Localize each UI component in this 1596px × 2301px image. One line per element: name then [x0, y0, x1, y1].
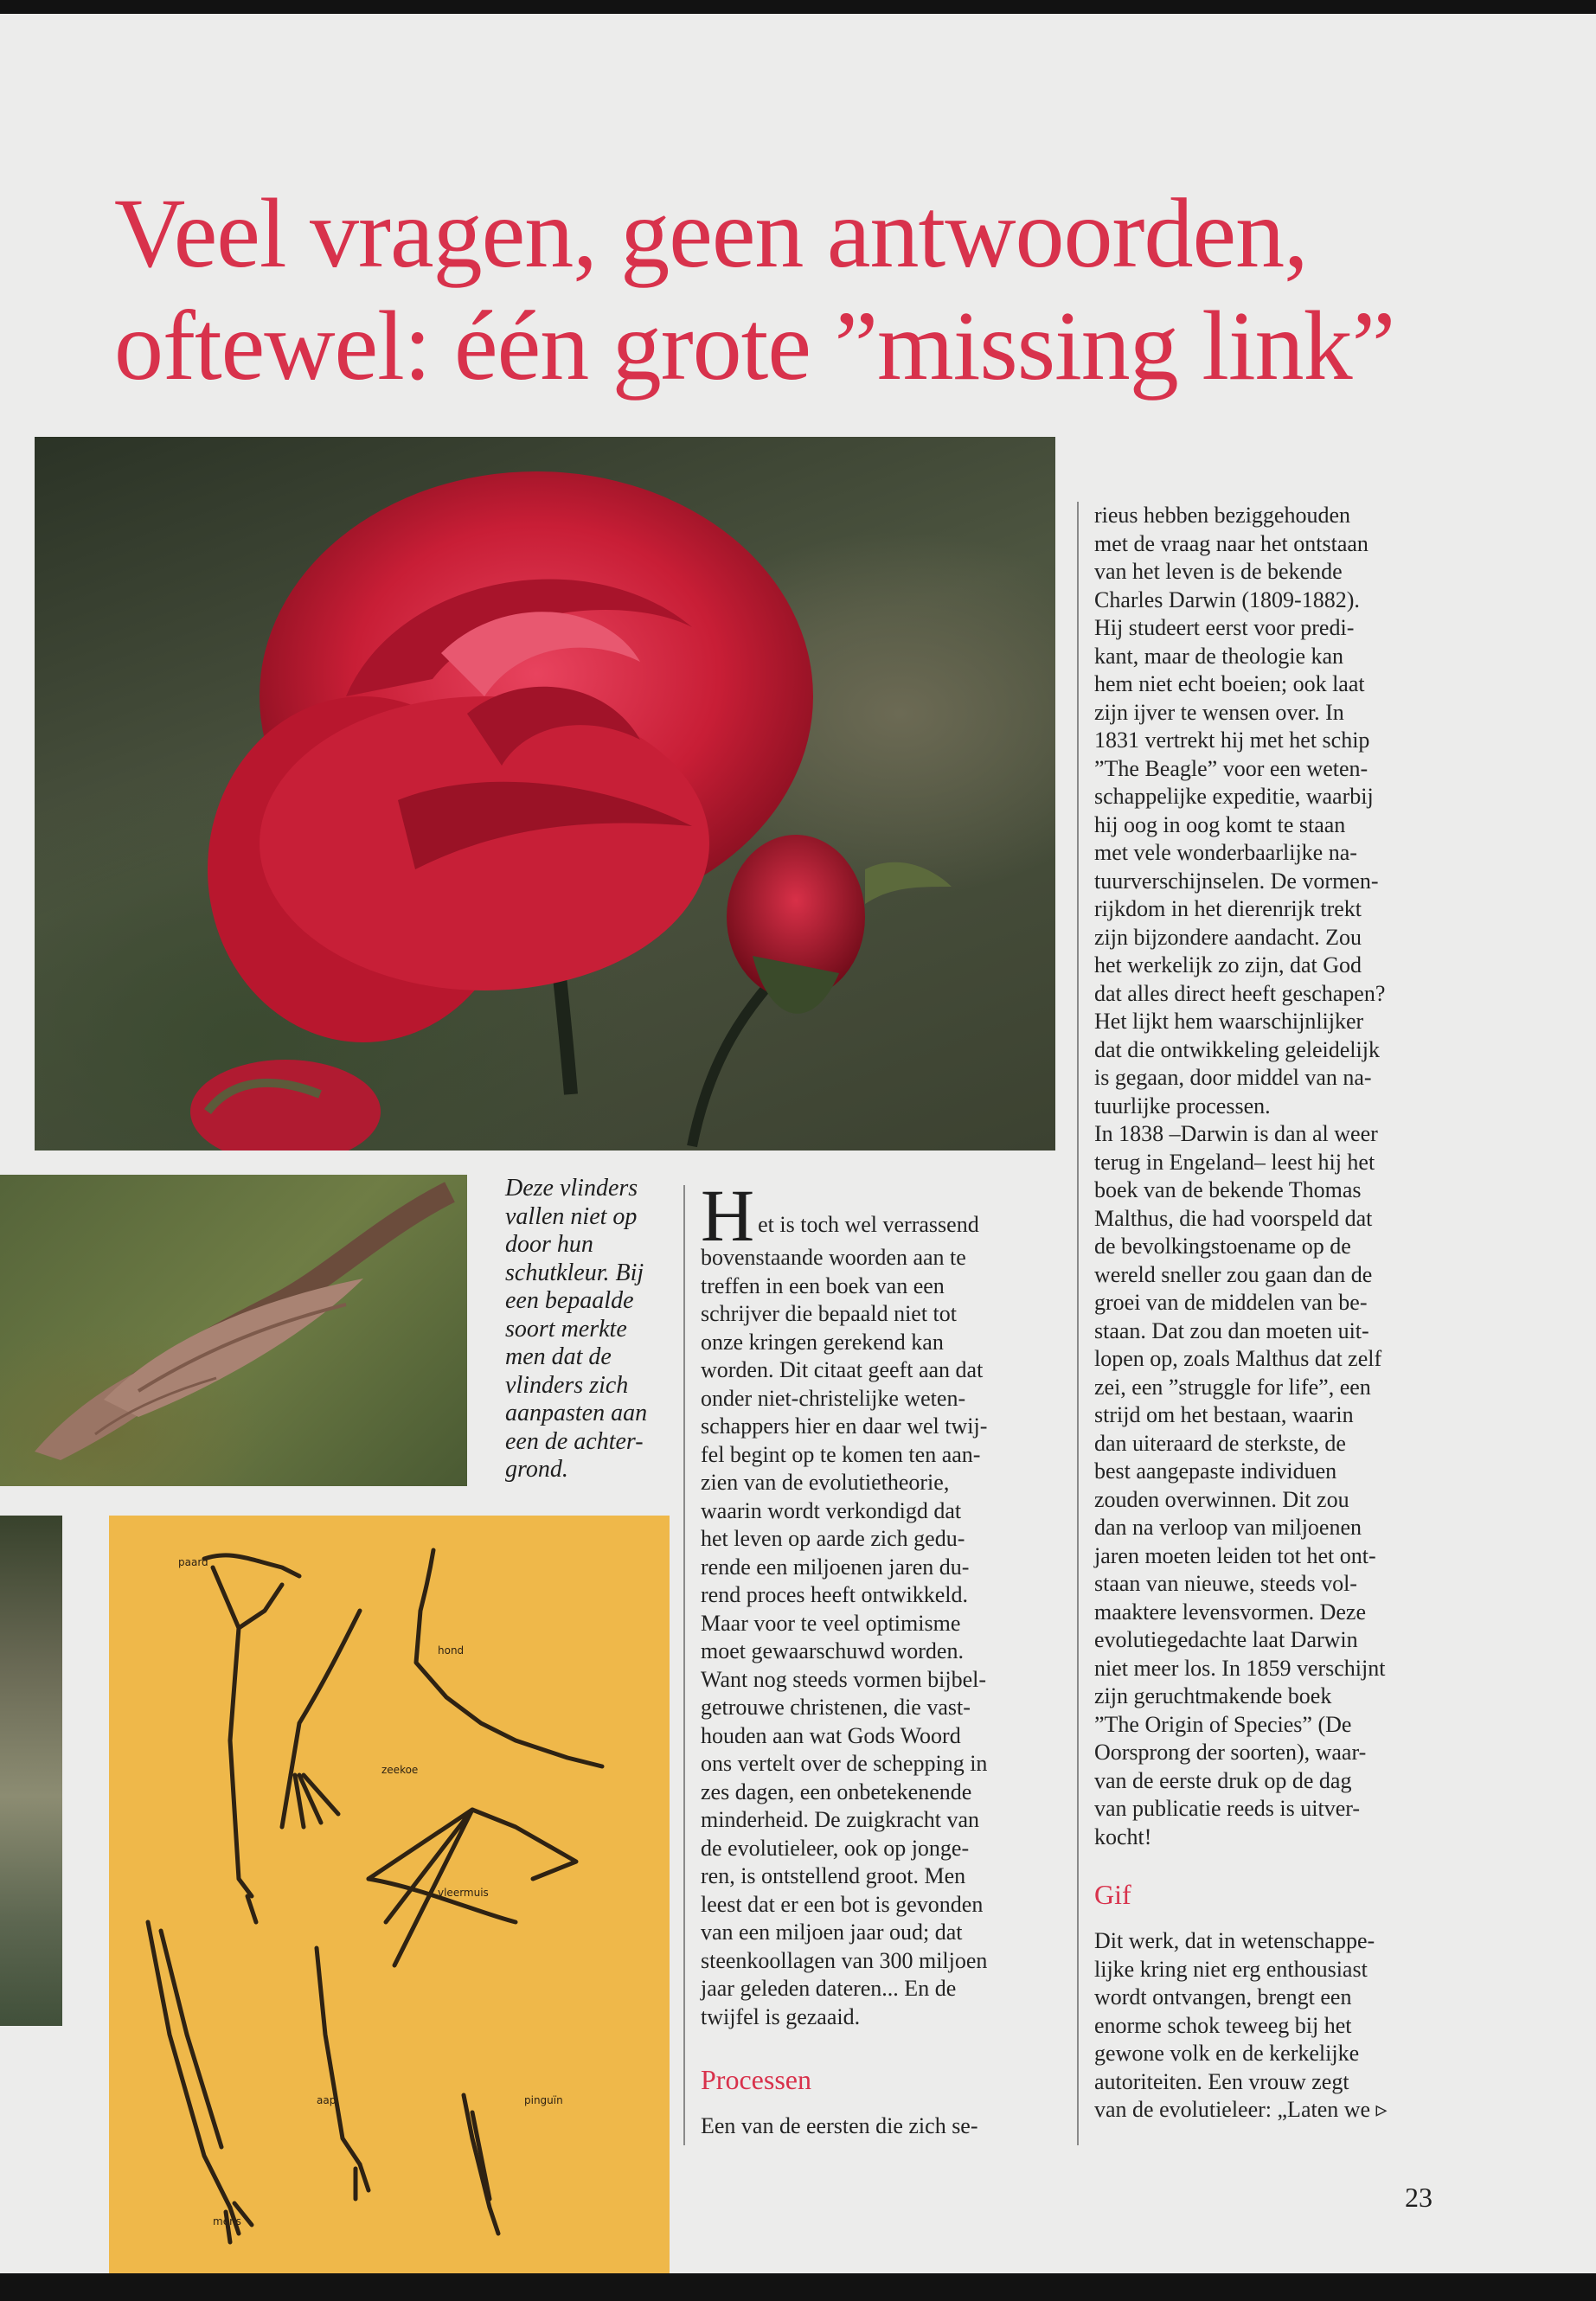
body-line: de evolutieleer, ook op jonge-	[701, 1835, 970, 1861]
label-dog: hond	[438, 1644, 465, 1657]
body-line: van het leven is de bekende	[1094, 559, 1343, 584]
body-line: met vele wonderbaarlijke na-	[1094, 840, 1357, 865]
body-line: van de evolutieleer: „Laten we ▹	[1094, 2097, 1388, 2122]
body-line: evolutiegedachte laat Darwin	[1094, 1627, 1358, 1652]
article-column-1	[701, 1174, 1064, 2141]
body-line: van publicatie reeds is uitver-	[1094, 1796, 1361, 1821]
body-line: gewone volk en de kerkelijke	[1094, 2041, 1360, 2066]
body-line: waarin wordt verkondigd dat	[701, 1497, 962, 1523]
label-seal: zeekoe	[381, 1764, 419, 1776]
body-line: kant, maar de theologie kan	[1094, 643, 1344, 669]
caption-line: vallen niet op	[505, 1202, 638, 1230]
headline	[114, 177, 1498, 402]
label-human: mens	[213, 2215, 241, 2227]
body-line: steenkoollagen van 300 miljoen	[701, 1947, 988, 1973]
body-line: Een van de eersten die zich se-	[701, 2113, 978, 2138]
body-line: staan van nieuwe, steeds vol-	[1094, 1571, 1357, 1596]
body-line: ren, is ontstellend groot. Men	[701, 1863, 966, 1888]
caption-line: een de achter-	[505, 1427, 644, 1455]
body-line: zijn bijzondere aandacht. Zou	[1094, 924, 1362, 950]
body-line: Dit werk, dat in wetenschappe-	[1094, 1928, 1375, 1953]
body-line: dat die ontwikkeling geleidelijk	[1094, 1036, 1380, 1062]
body-line: 1831 vertrekt hij met het schip	[1094, 727, 1370, 753]
body-line: hij oog in oog komt te staan	[1094, 811, 1346, 837]
body-line: treffen in een boek van een	[701, 1272, 945, 1298]
body-line: maaktere levensvormen. Deze	[1094, 1599, 1367, 1625]
rose-illustration	[35, 437, 1055, 1150]
body-line: moet gewaarschuwd worden.	[701, 1638, 964, 1663]
article-column-2	[1094, 502, 1475, 2125]
body-line: Malthus, die had voorspeld dat	[1094, 1205, 1373, 1231]
caption-line: schutkleur. Bij	[505, 1259, 644, 1286]
body-line: In 1838 –Darwin is dan al weer	[1094, 1121, 1378, 1146]
body-line: zei, een ”struggle for life”, een	[1094, 1374, 1371, 1400]
photo-caption	[505, 1175, 678, 1484]
body-line: is gegaan, door middel van na-	[1094, 1065, 1372, 1090]
caption-line: door hun	[505, 1231, 593, 1258]
column-rule-2	[1077, 502, 1079, 2145]
body-line: tuurverschijnselen. De vormen-	[1094, 868, 1379, 894]
body-line: ons vertelt over de schepping in	[701, 1751, 988, 1776]
body-line: autoriteiten. Een vrouw zegt	[1094, 2068, 1349, 2094]
body-line: boek van de bekende Thomas	[1094, 1177, 1362, 1202]
caption-line: een bepaalde	[505, 1287, 634, 1314]
body-line: de bevolkingstoename op de	[1094, 1234, 1351, 1259]
caption-line: Deze vlinders	[505, 1175, 638, 1202]
caption-line: vlinders zich	[505, 1371, 629, 1399]
body-line: fel begint op te komen ten aan-	[701, 1441, 981, 1467]
label-horse: paard	[178, 1556, 208, 1568]
body-line: Maar voor te veel optimisme	[701, 1610, 961, 1636]
body-line: ”The Beagle” voor een weten-	[1094, 755, 1368, 781]
body-line: Want nog steeds vormen bijbel-	[701, 1666, 987, 1692]
body-line: zien van de evolutietheorie,	[701, 1470, 950, 1495]
caption-line: grond.	[505, 1456, 568, 1483]
headline-line-2: oftewel: één grote ”missing link”	[114, 291, 1395, 401]
headline-line-1: Veel vragen, geen antwoorden,	[114, 178, 1308, 288]
body-line: rend proces heeft ontwikkeld.	[701, 1582, 969, 1607]
body-line: best aangepaste individuen	[1094, 1458, 1337, 1484]
body-line: schappers hier en daar wel twij-	[701, 1413, 988, 1439]
rose-photo	[35, 437, 1055, 1150]
top-border	[0, 0, 1596, 14]
body-line: tuurlijke processen.	[1094, 1093, 1271, 1118]
page-number: 23	[1405, 2182, 1433, 2213]
body-line: zijn ijver te wensen over. In	[1094, 699, 1344, 725]
body-line: schappelijke expeditie, waarbij	[1094, 784, 1374, 809]
body-line: het leven op aarde zich gedu-	[701, 1526, 965, 1551]
body-line: rieus hebben beziggehouden	[1094, 503, 1351, 528]
body-line: dat alles direct heeft geschapen?	[1094, 980, 1386, 1006]
body-line: onze kringen gerekend kan	[701, 1329, 944, 1355]
body-line: leest dat er een bot is gevonden	[701, 1891, 984, 1917]
caption-line: soort merkte	[505, 1315, 627, 1343]
intro-line: et is toch wel verrassend	[758, 1212, 979, 1237]
body-line: groei van de middelen van be-	[1094, 1290, 1368, 1315]
body-line: Charles Darwin (1809-1882).	[1094, 586, 1360, 612]
body-line: wereld sneller zou gaan dan de	[1094, 1261, 1373, 1287]
body-line: enorme schok teweeg bij het	[1094, 2012, 1352, 2038]
body-line: strijd om het bestaan, waarin	[1094, 1402, 1354, 1427]
label-ape: aap	[317, 2094, 337, 2106]
body-line: dan uiteraard de sterkste, de	[1094, 1430, 1346, 1456]
body-line: hem niet echt boeien; ook laat	[1094, 671, 1365, 696]
body-line: jaar geleden dateren... En de	[701, 1976, 957, 2001]
body-line: zijn geruchtmakende boek	[1094, 1683, 1332, 1708]
skeleton-diagram	[109, 1516, 670, 2273]
body-line: minderheid. De zuigkracht van	[701, 1807, 979, 1832]
body-line: kocht!	[1094, 1823, 1152, 1849]
body-line: dan na verloop van miljoenen	[1094, 1515, 1362, 1540]
body-line: getrouwe christenen, die vast-	[701, 1695, 971, 1720]
body-line: van de eerste druk op de dag	[1094, 1767, 1352, 1793]
moth-photo	[0, 1175, 467, 1486]
limb-skeletons	[109, 1516, 670, 2273]
body-line: lijke kring niet erg enthousiast	[1094, 1956, 1368, 1982]
body-line: zes dagen, een onbetekenende	[701, 1779, 972, 1804]
body-line: Hij studeert eerst voor predi-	[1094, 615, 1355, 640]
body-line: bovenstaande woorden aan te	[701, 1245, 966, 1270]
body-line: onder niet-christelijke weten-	[701, 1385, 966, 1411]
body-line: wordt ontvangen, brengt een	[1094, 1984, 1352, 2009]
body-line: staan. Dat zou dan moeten uit-	[1094, 1317, 1369, 1343]
caption-line: men dat de	[505, 1343, 612, 1370]
body-line: schrijver die bepaald niet tot	[701, 1301, 958, 1326]
body-line: houden aan wat Gods Woord	[701, 1722, 961, 1748]
body-line: worden. Dit citaat geeft aan dat	[701, 1357, 984, 1382]
body-line: het werkelijk zo zijn, dat God	[1094, 952, 1362, 977]
body-line: Het lijkt hem waarschijnlijker	[1094, 1009, 1364, 1034]
body-line: lopen op, zoals Malthus dat zelf	[1094, 1346, 1382, 1371]
subhead-processen: Processen	[701, 2064, 811, 2095]
subhead-gif: Gif	[1094, 1879, 1131, 1910]
body-line: terug in Engeland– leest hij het	[1094, 1149, 1375, 1175]
body-line: met de vraag naar het ontstaan	[1094, 530, 1368, 556]
label-penguin: pinguïn	[524, 2094, 563, 2106]
caption-line: aanpasten aan	[505, 1400, 648, 1426]
body-line: niet meer los. In 1859 verschijnt	[1094, 1655, 1386, 1681]
dropcap: H	[701, 1174, 755, 1257]
label-bat: vleermuis	[438, 1887, 489, 1899]
column-rule-1	[683, 1185, 685, 2145]
body-line: twijfel is gezaaid.	[701, 2003, 861, 2029]
moth-illustration	[0, 1175, 467, 1486]
cropped-photo-edge	[0, 1516, 62, 2026]
body-line: rende een miljoenen jaren du-	[701, 1554, 970, 1580]
body-line: zouden overwinnen. Dit zou	[1094, 1486, 1349, 1512]
body-line: rijkdom in het dierenrijk trekt	[1094, 896, 1362, 921]
body-line: van een miljoen jaar oud; dat	[701, 1920, 963, 1945]
body-line: jaren moeten leiden tot het ont-	[1094, 1542, 1376, 1568]
body-line: ”The Origin of Species” (De	[1094, 1711, 1352, 1737]
bottom-border	[0, 2273, 1596, 2301]
body-line: Oorsprong der soorten), waar-	[1094, 1740, 1367, 1765]
